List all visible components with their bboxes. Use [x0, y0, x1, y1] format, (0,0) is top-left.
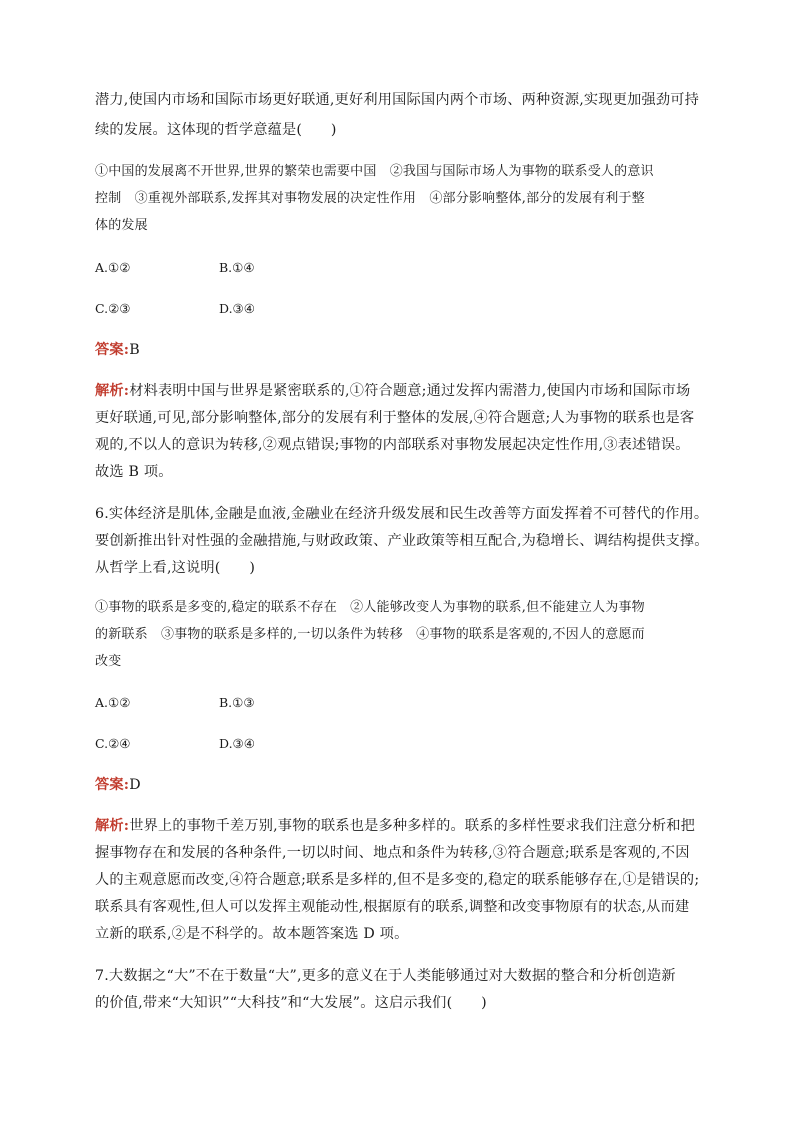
- q6-answer-value: D: [129, 777, 141, 793]
- q6-analysis-line-1: [95, 816, 695, 836]
- q6-answer: [95, 775, 141, 795]
- q5-statement-line-3: 体的发展: [95, 218, 148, 233]
- q6-stem-line-1: 6.实体经济是肌体,金融是血液,金融业在经济升级发展和民生改善等方面发挥着不可替代的作用。: [95, 506, 709, 522]
- q5-answer-label: 答案:: [95, 342, 130, 358]
- q5-analysis-label: 解析:: [95, 383, 130, 399]
- q5-stem-line-2: 续的发展。这体现的哲学意蕴是( ): [95, 122, 337, 138]
- q5-stem-line-1: 潜力,使国内市场和国际市场更好联通,更好利用国际国内两个市场、两种资源,实现更加强劲可持: [95, 92, 700, 108]
- q6-stem-line-2: 要创新推出针对性强的金融措施,与财政政策、产业政策等相互配合,为稳增长、调结构提供支撑。: [95, 533, 709, 549]
- q5-option-a: A.①②: [95, 260, 131, 275]
- q5-analysis-line-1: [95, 381, 690, 401]
- q6-analysis-line-2: 握事物存在和发展的各种条件,一切以时间、地点和条件为转移,③符合题意;联系是客观的,不因: [95, 845, 690, 861]
- q5-statement-line-1: ①中国的发展离不开世界,世界的繁荣也需要中国 ②我国与国际市场人为事物的联系受人的意识: [95, 164, 654, 179]
- q5-analysis-line-4: 故选 B 项。: [95, 464, 173, 480]
- q7-stem-line-1: 7.大数据之“大”不在于数量“大”,更多的意义在于人类能够通过对大数据的整合和分析创造新: [95, 968, 676, 984]
- q6-option-a: A.①②: [95, 695, 131, 710]
- q6-analysis-line-4: 联系具有客观性,但人可以发挥主观能动性,根据原有的联系,调整和改变事物原有的状态,从而建: [95, 899, 690, 915]
- q6-answer-label: 答案:: [95, 777, 130, 793]
- q5-analysis-line-3: 观的,不以人的意识为转移,②观点错误;事物的内部联系对事物发展起决定性作用,③表述错误。: [95, 437, 690, 453]
- q7-stem-line-2: 的价值,带来“大知识”“大科技”和“大发展”。这启示我们( ): [95, 995, 487, 1011]
- q6-option-d: D.③④: [219, 736, 255, 751]
- q5-statement-line-2: 控制 ③重视外部联系,发挥其对事物发展的决定性作用 ④部分影响整体,部分的发展有利于整: [95, 191, 645, 206]
- q5-option-b: B.①④: [219, 260, 255, 275]
- q6-option-c: C.②④: [95, 736, 131, 751]
- q6-stem-line-3: 从哲学上看,这说明( ): [95, 560, 256, 576]
- q5-analysis-text-1: 材料表明中国与世界是紧密联系的,①符合题意;通过发挥内需潜力,使国内市场和国际市场: [129, 383, 691, 399]
- q6-statement-line-2: 的新联系 ③事物的联系是多样的,一切以条件为转移 ④事物的联系是客观的,不因人的意愿而: [95, 627, 645, 642]
- q5-answer: [95, 340, 140, 360]
- q5-answer-value: B: [129, 342, 140, 358]
- q5-option-c: C.②③: [95, 301, 131, 316]
- q6-option-b: B.①③: [219, 695, 255, 710]
- q6-analysis-line-5: 立新的联系,②是不科学的。故本题答案选 D 项。: [95, 926, 409, 942]
- q6-analysis-line-3: 人的主观意愿而改变,④符合题意;联系是多样的,但不是多变的,稳定的联系能够存在,①是错误的;: [95, 872, 700, 888]
- q6-statement-line-3: 改变: [95, 654, 122, 669]
- q6-analysis-text-1: 世界上的事物千差万别,事物的联系也是多种多样的。联系的多样性要求我们注意分析和把: [129, 818, 696, 834]
- q5-option-d: D.③④: [219, 301, 255, 316]
- q5-analysis-line-2: 更好联通,可见,部分影响整体,部分的发展有利于整体的发展,④符合题意;人为事物的联系也是客: [95, 410, 695, 426]
- q6-statement-line-1: ①事物的联系是多变的,稳定的联系不存在 ②人能够改变人为事物的联系,但不能建立人为事物: [95, 600, 645, 615]
- q6-analysis-label: 解析:: [95, 818, 130, 834]
